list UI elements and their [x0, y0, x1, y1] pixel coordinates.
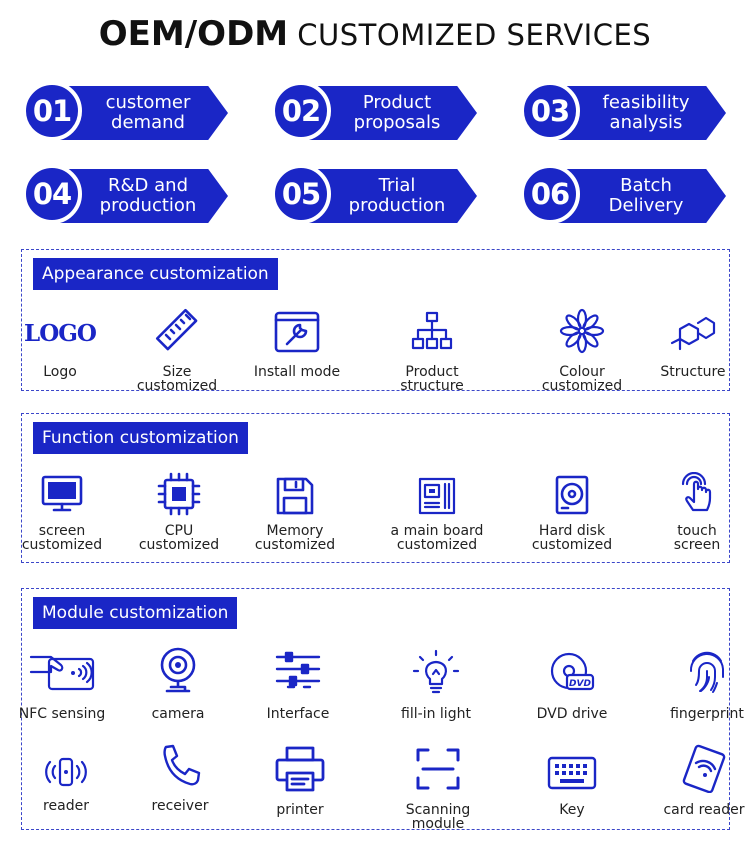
- module-item-camera: [148, 649, 208, 722]
- module-item-dvd: [536, 649, 608, 722]
- step-label: Batch Delivery: [608, 175, 684, 216]
- item-label: Memory customized: [254, 523, 336, 553]
- step-number: 02: [271, 81, 331, 141]
- item-label: Size customized: [136, 364, 218, 394]
- item-label: Structure: [660, 364, 726, 380]
- step-label: Product proposals: [353, 92, 441, 133]
- phone-receiver-icon: [158, 743, 202, 789]
- module-item-printer: [270, 749, 330, 819]
- step-05: [271, 166, 481, 228]
- function-panel: [21, 413, 730, 563]
- module-title: Module customization: [33, 597, 237, 629]
- appearance-item-logo: [24, 310, 96, 390]
- module-item-fingerprint: [670, 649, 744, 722]
- item-label: a main board customized: [390, 523, 484, 553]
- module-item-interface: [266, 649, 330, 722]
- function-item-cpu: [138, 474, 220, 554]
- step-04: [22, 166, 232, 228]
- item-label: CPU customized: [138, 523, 220, 553]
- hard-disk-icon: [554, 474, 590, 516]
- module-item-nfc: [18, 649, 106, 722]
- scan-frame-icon: [415, 747, 461, 791]
- touch-hand-icon: [678, 472, 716, 516]
- step-02: [271, 83, 481, 145]
- hierarchy-icon: [410, 311, 454, 351]
- motherboard-icon: [417, 476, 457, 516]
- nfc-card-icon: [29, 651, 95, 691]
- function-item-mainboard: [390, 474, 484, 554]
- appearance-item-product-structure: [397, 305, 467, 394]
- step-number: 04: [22, 164, 82, 224]
- function-item-screen: [21, 474, 103, 554]
- snowflake-icon: [559, 308, 605, 354]
- item-label: printer: [276, 802, 324, 818]
- step-label: Trial production: [348, 175, 446, 216]
- floppy-disk-icon: [275, 476, 315, 516]
- cpu-chip-icon: [156, 472, 202, 516]
- webcam-icon: [157, 647, 199, 695]
- appearance-item-colour: [541, 305, 623, 394]
- module-item-light: [401, 649, 471, 722]
- item-label: Install mode: [253, 364, 341, 380]
- appearance-item-install: [253, 305, 341, 385]
- item-label: Hard disk customized: [531, 523, 613, 553]
- module-item-key: [542, 749, 602, 819]
- appearance-item-size: [136, 305, 218, 394]
- function-title: Function customization: [33, 422, 248, 454]
- wrench-icon: [273, 308, 321, 354]
- item-label: NFC sensing: [18, 706, 106, 722]
- appearance-title: Appearance customization: [33, 258, 278, 290]
- title-rest: CUSTOMIZED SERVICES: [297, 18, 652, 52]
- item-label: Scanning module: [405, 802, 471, 832]
- step-number: 03: [520, 81, 580, 141]
- step-06: [520, 166, 730, 228]
- step-number: 01: [22, 81, 82, 141]
- step-label: feasibility analysis: [602, 92, 690, 133]
- item-label: card reader: [663, 802, 745, 818]
- process-steps: [0, 0, 750, 240]
- module-item-receiver: [150, 749, 210, 819]
- item-label: fingerprint: [670, 706, 744, 722]
- appearance-panel: [21, 249, 730, 394]
- item-label: receiver: [151, 798, 209, 814]
- step-03: [520, 83, 730, 145]
- function-item-memory: [254, 474, 336, 554]
- hexagon-structure-icon: [670, 313, 716, 355]
- printer-icon: [274, 745, 326, 793]
- contactless-card-icon: [681, 743, 727, 793]
- function-item-harddisk: [531, 474, 613, 554]
- item-label: Interface: [266, 706, 330, 722]
- item-label: Product structure: [400, 364, 464, 394]
- step-01: [22, 83, 232, 145]
- item-label: Key: [559, 802, 585, 818]
- module-item-scanning: [405, 749, 471, 832]
- item-label: Logo: [43, 364, 77, 380]
- dvd-disc-icon: [549, 651, 595, 695]
- function-item-touch: [667, 474, 727, 554]
- wireless-reader-icon: [40, 755, 92, 789]
- item-label: touch screen: [673, 523, 721, 553]
- ruler-icon: [152, 305, 202, 355]
- module-item-cardreader: [663, 749, 745, 819]
- appearance-item-structure: [660, 305, 726, 385]
- logo-text: LOGO: [24, 320, 96, 347]
- item-label: Colour customized: [541, 364, 623, 394]
- step-number: 06: [520, 164, 580, 224]
- step-number: 05: [271, 164, 331, 224]
- keyboard-icon: [546, 755, 598, 791]
- item-label: screen customized: [21, 523, 103, 553]
- module-panel: [18, 588, 745, 832]
- item-label: reader: [43, 798, 89, 814]
- step-label: customer demand: [105, 92, 191, 133]
- item-label: DVD drive: [536, 706, 608, 722]
- dvd-label: DVD: [569, 679, 591, 689]
- item-label: camera: [151, 706, 205, 722]
- sliders-icon: [274, 651, 322, 691]
- item-label: fill-in light: [401, 706, 471, 722]
- step-label: R&D and production: [99, 175, 197, 216]
- title-bold: OEM/ODM: [98, 14, 289, 54]
- fingerprint-icon: [687, 647, 727, 695]
- module-item-reader: [36, 749, 96, 819]
- light-bulb-icon: [412, 649, 460, 695]
- monitor-icon: [40, 474, 84, 514]
- logo-icon: [24, 320, 96, 347]
